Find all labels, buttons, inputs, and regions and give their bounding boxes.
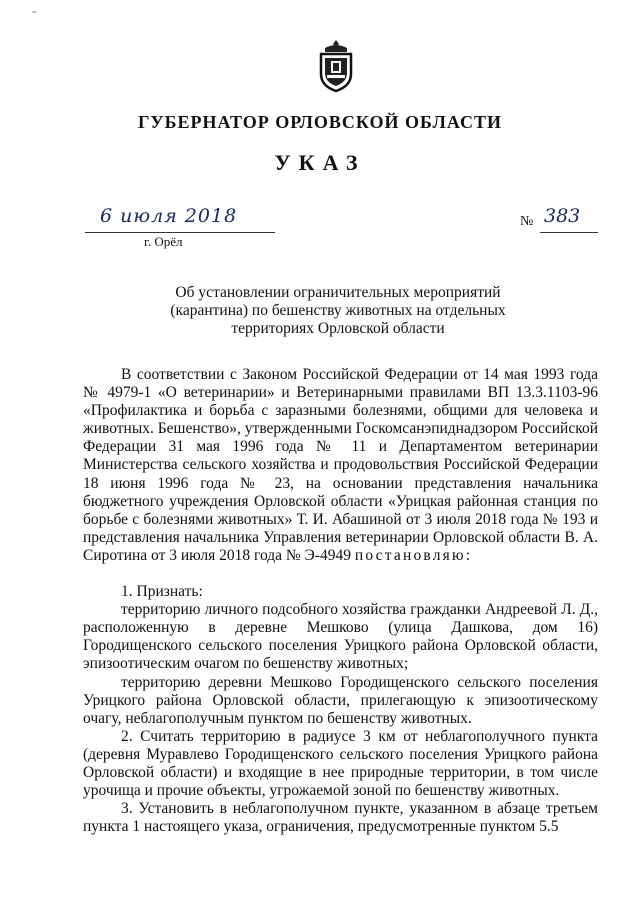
subject-line: (карантина) по бешенству животных на отдельных: [170, 302, 506, 319]
preamble-paragraph: [83, 366, 598, 565]
subject-line: Об установлении ограничительных мероприятий: [175, 284, 501, 301]
coat-of-arms-icon: [317, 38, 355, 93]
decree-subject: [160, 284, 516, 338]
clause-paragraph: 2. Считать территорию в радиусе 3 км от неблагополучного пункта (деревня Муравлево Городищенского сельского поселения Урицкого района Орловской области) и входящие в нее природные территории, в том числе урочища и прочие объекты, угрожаемой зоной по бешенству животных.: [83, 727, 598, 800]
clause-paragraph: 1. Признать:: [121, 583, 203, 601]
handwritten-date: 6 июля 2018: [100, 205, 238, 227]
decree-body: [83, 366, 598, 836]
clause-paragraph: территорию деревни Мешково Городищенского сельского поселения Урицкого района Орловской области, прилегающую к эпизоотическому очагу, неблагополучным пунктом по бешенству животных.: [83, 673, 598, 727]
handwritten-number: 383: [544, 205, 581, 227]
clause-paragraph: 3. Установить в неблагополучном пункте, указанном в абзаце третьем пункта 1 настоящего указа, ограничения, предусмотренные пунктом 5.5: [83, 800, 598, 836]
decree-word: постановляю:: [354, 546, 473, 564]
city-label: г. Орёл: [144, 234, 183, 249]
clause-paragraph: территорию личного подсобного хозяйства гражданки Андреевой Л. Д., расположенную в деревне Мешково (улица Дашкова, дом 16) Городищенского сельского поселения Урицкого района Орловской области, эпизоотическим очагом по бешенству животных;: [83, 601, 598, 673]
corner-mark: -: [32, 4, 37, 19]
preamble-text: В соответствии с Законом Российской Федерации от 14 мая 1993 года № 4979-1 «О ветеринарии» и Ветеринарными правилами ВП 13.3.1103-96 «Профилактика и борьба с заразными болезнями, общими для человека и животных. Бешенство», утвержденными Госкомсанэпиднадзором Российской Федерации 31 мая 1996 года № 11 и Департаментом ветеринарии Министерства сельского хозяйства и продовольствия Российской Федерации 18 июня 1996 года № 23, на основании представления начальника бюджетного учреждения Орловской области «Урицкая районная станция по борьбе с болезнями животных» Т. И. Абашиной от 3 июля 2018 года № 193 и представления начальника Управления ветеринарии Орловской области В. А. Сиротина от 3 июля 2018 года № Э-4949: [83, 366, 598, 564]
document-type-title: УКАЗ: [274, 150, 366, 175]
number-label: №: [520, 214, 534, 229]
issuer-title: ГУБЕРНАТОР ОРЛОВСКОЙ ОБЛАСТИ: [137, 112, 503, 132]
subject-line: территориях Орловской области: [231, 320, 445, 337]
